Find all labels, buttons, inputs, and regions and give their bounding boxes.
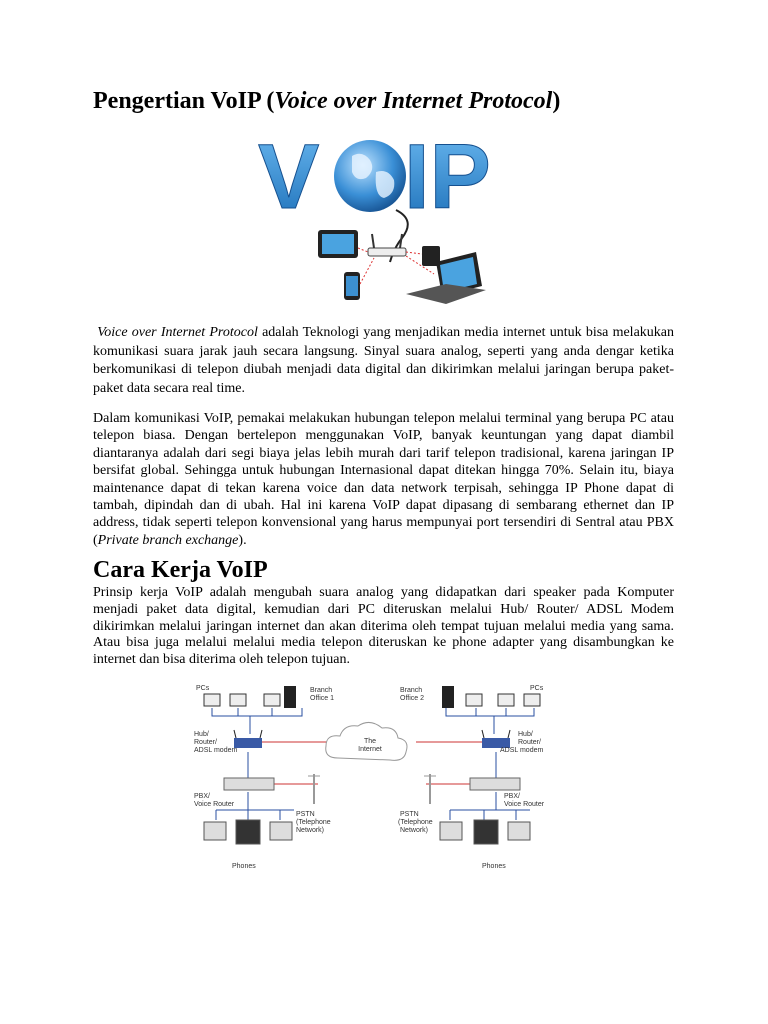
- phone-icon: [344, 272, 360, 300]
- left-hub-label-1: Hub/: [194, 731, 209, 738]
- left-pstn-icon: [308, 774, 320, 804]
- title-prefix: Pengertian VoIP (: [93, 88, 275, 114]
- right-hub-label-1: Hub/: [518, 731, 533, 738]
- title-italic: Voice over Internet Protocol: [274, 88, 553, 114]
- right-pstn-label-1: PSTN: [400, 811, 419, 818]
- laptop-icon: [406, 252, 486, 304]
- paragraph-definition-italic: Voice over Internet Protocol: [97, 325, 258, 340]
- right-phones-label: Phones: [482, 863, 506, 870]
- paragraph-how-it-works: Prinsip kerja VoIP adalah mengubah suara analog yang didapatkan dari speaker pada Komputer menjadi paket data digital, kemudian dari PC diteruskan melalui Hub/ Router/ ADSL Modem dikirimkan melalui jaringan internet dan akan diterima oleh tempat tujuan melalui media yang sama. Atau bisa juga melalui melalui media telepon diteruskan ke phone adapter yang disambungkan ke internet dan bisa diterima oleh telepon tujuan.: [93, 585, 674, 668]
- right-pbx-label-2: Voice Router: [504, 801, 545, 808]
- right-router-icon: [482, 730, 510, 748]
- left-pstn-label-2: (Telephone: [296, 819, 331, 826]
- right-pbx-icon: [470, 778, 520, 790]
- right-pstn-label-3: Network): [400, 827, 429, 834]
- router-icon: [368, 234, 406, 256]
- tablet-icon: [318, 230, 358, 258]
- left-pbx-label-2: Voice Router: [194, 801, 235, 808]
- right-hub-label-3: ADSL modem: [500, 747, 544, 754]
- left-office-label: Office 1: [310, 695, 334, 702]
- page-title: [93, 88, 560, 115]
- paragraph-definition-text: adalah Teknologi yang menjadikan media internet untuk bisa melakukan komunikasi suara jarak jauh secara langsung. Sinyal suara analog, seperti yang anda dengar ketika berkomunikasi di telepon diubah menjadi data digital dan dikirimkan melalui jaringan berupa paket-paket data secara real time.: [93, 325, 675, 396]
- voip-hero-image: [256, 126, 506, 320]
- internet-cloud-icon: [326, 722, 407, 760]
- left-pstn-label-1: PSTN: [296, 811, 315, 818]
- left-phone-icons: [204, 820, 292, 844]
- right-branch-label: Branch: [400, 687, 423, 694]
- paragraph-benefits: [93, 410, 674, 549]
- right-office-label: Office 2: [400, 695, 424, 702]
- right-pstn-icon: [424, 774, 436, 804]
- title-suffix: ): [552, 88, 561, 114]
- paragraph-benefits-end: ).: [238, 532, 247, 548]
- left-pcs-label: PCs: [196, 685, 210, 692]
- section-heading: Cara Kerja VoIP: [93, 557, 268, 583]
- cloud-label-1: The: [363, 738, 377, 745]
- left-pc-icons: [204, 686, 296, 708]
- left-pstn-label-3: Network): [296, 827, 325, 834]
- right-pc-icons: [442, 686, 540, 708]
- left-hub-label-2: Router/: [194, 739, 217, 746]
- right-phone-icons: [440, 820, 530, 844]
- left-pbx-icon: [224, 778, 274, 790]
- hero-letters-ip: IP: [404, 126, 491, 228]
- globe-icon: [334, 140, 406, 212]
- voip-network-diagram: [188, 680, 558, 878]
- right-pbx-label-1: PBX/: [504, 793, 520, 800]
- left-phones-label: Phones: [232, 863, 256, 870]
- paragraph-definition: [93, 324, 674, 398]
- cloud-label-2: Internet: [358, 746, 382, 753]
- left-hub-label-3: ADSL modem: [194, 747, 238, 754]
- paragraph-benefits-text: Dalam komunikasi VoIP, pemakai melakukan hubungan telepon melalui terminal yang berupa PC atau telepon biasa. Dengan bertelepon menggunakan VoIP, banyak keuntungan yang dapat diambil diantaranya adalah dari segi biaya jelas lebih murah dari tarif telepon tradisional, karena jaringan IP bersifat global. Sehingga untuk hubungan Internasional dapat ditekan hingga 70%. Selain itu, biaya maintenance dapat di tekan karena voice dan data network terpisah, sehingga IP Phone dapat di tambah, dipindah dan di ubah. Hal ini karena VoIP dapat dipasang di sembarang ethernet dan IP address, tidak seperti telepon konvensional yang harus mempunyai port tersendiri di Sentral atau PBX (: [93, 411, 674, 548]
- hero-letter-v: V: [258, 126, 320, 228]
- left-router-icon: [234, 730, 262, 748]
- left-branch-label: Branch: [310, 687, 333, 694]
- paragraph-benefits-italic: Private branch exchange: [97, 532, 239, 548]
- left-pbx-label-1: PBX/: [194, 793, 210, 800]
- right-pcs-label: PCs: [530, 685, 544, 692]
- right-pstn-label-2: (Telephone: [398, 819, 433, 826]
- right-hub-label-2: Router/: [518, 739, 541, 746]
